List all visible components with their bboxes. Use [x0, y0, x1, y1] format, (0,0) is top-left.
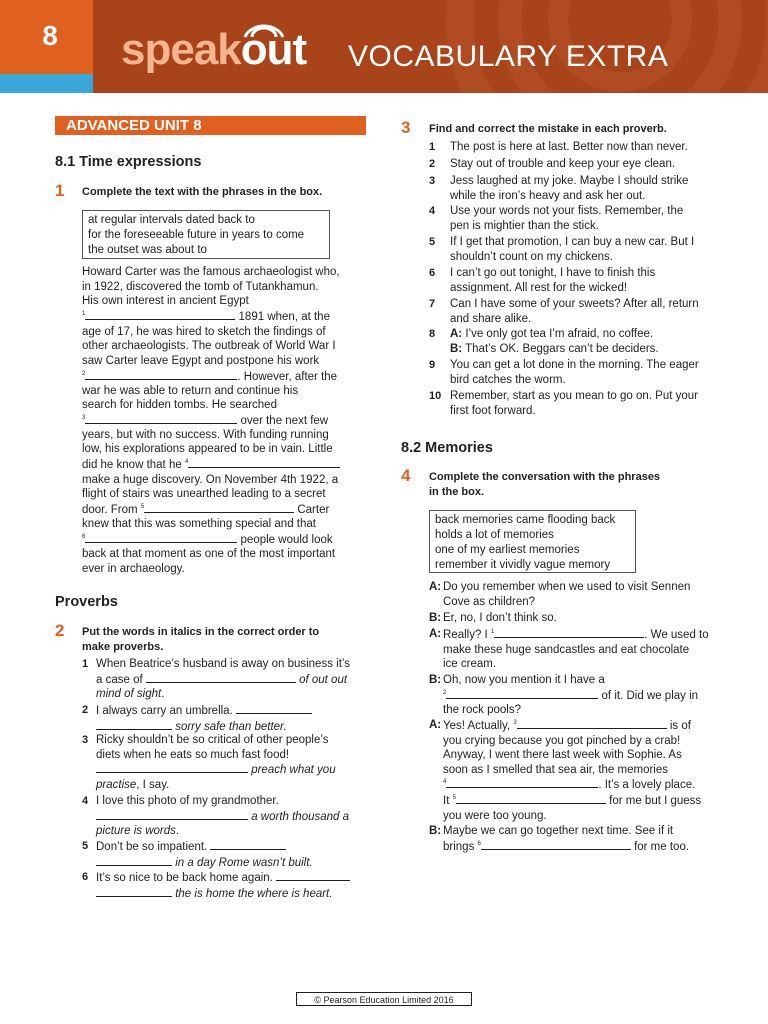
item-text [450, 389, 698, 418]
page-header [0, 0, 768, 93]
text-fragment: Really? I [443, 629, 491, 641]
text-fragment: . It’s a lovely place. [598, 779, 696, 792]
text-line [96, 672, 350, 688]
item-text [96, 733, 336, 792]
italic-words: picture is words [96, 825, 176, 838]
text-line: diets when he eats so much fast food! [96, 748, 290, 761]
unit-number: 8 [42, 20, 58, 51]
text-line: Oh, now you mention it I have a [443, 674, 605, 686]
exercise-2-number: 2 [55, 621, 65, 640]
instruction-line: make proverbs. [82, 640, 164, 653]
text-line: knew that this was something special and that [82, 518, 316, 531]
text-fragment: . However, after the [237, 370, 338, 383]
unit-banner: ADVANCED UNIT 8 [55, 116, 366, 135]
text-line: His own interest in ancient Egypt [82, 295, 249, 308]
text-line: other archaeologists. The outbreak of World War I [82, 340, 336, 353]
text-line [96, 687, 350, 702]
text-fragment: people would look [237, 533, 333, 546]
item-text [96, 794, 349, 839]
answer-blank[interactable] [96, 809, 248, 820]
text-fragment: It [443, 794, 453, 807]
text-line: flight of stairs was unearthed leading to a secret [82, 488, 326, 501]
word-box-line: one of my earliest memories [435, 544, 580, 556]
instruction-line: Complete the conversation with the phrases [429, 471, 661, 483]
item-number: 9 [429, 359, 436, 371]
text-fragment: is of [666, 720, 691, 732]
text-line: Er, no, I don’t think so. [443, 612, 557, 624]
text-line: I can’t go out tonight, I have to finish this [450, 267, 656, 279]
italic-words: in a day Rome wasn’t built. [175, 856, 313, 869]
text-line: ever in archaeology. [82, 562, 185, 575]
text-line [82, 457, 372, 473]
text-line [96, 870, 350, 886]
text-line: If I get that promotion, I can buy a new car. But I [450, 236, 695, 248]
text-line: war he was able to return and continue his [82, 384, 299, 397]
instruction-line: in the box. [429, 485, 484, 498]
text-line: $^4$ . It’s a lovely place. [443, 779, 696, 792]
answer-blank[interactable] [494, 627, 644, 638]
word-box-line: the outset was about to [88, 244, 207, 256]
exercise-2-instruction [82, 625, 319, 654]
speaker-label: B: [429, 612, 442, 624]
item-number: 6 [429, 267, 436, 279]
answer-blank[interactable] [85, 309, 235, 320]
blue-strip [0, 74, 93, 93]
turn-text [443, 673, 733, 718]
exercise-3-number: 3 [401, 118, 411, 137]
text-line: Do you remember when we used to visit Sennen [443, 581, 691, 593]
section-heading-8-1: 8.1 Time expressions [55, 154, 202, 170]
text-line [96, 855, 313, 871]
copyright-footer: © Pearson Education Limited 2016 [296, 992, 472, 1006]
dialogue-turn [429, 627, 729, 672]
text-line: search for hidden tombs. He searched [82, 399, 277, 412]
text-fragment: That’s OK. Beggars can’t be deciders. [465, 342, 659, 355]
text-line: brings $^6$ for me too. [443, 840, 690, 853]
text-line: Ricky shouldn’t be so critical of other people’s [96, 734, 329, 746]
text-fragment: over the next few [237, 414, 329, 427]
answer-blank[interactable] [276, 870, 350, 881]
exercise-4-number: 4 [401, 466, 411, 485]
item-text [450, 174, 688, 203]
dialogue-turn [429, 673, 729, 718]
gap-number: 1 [82, 310, 86, 317]
item-text [96, 703, 312, 734]
answer-blank[interactable] [456, 793, 606, 804]
item-number: 10 [429, 390, 442, 402]
italic-words: preach what you [251, 764, 336, 777]
text-line [96, 824, 349, 839]
item-text [450, 140, 688, 155]
item-number: 8 [429, 328, 436, 340]
item-number: 5 [429, 236, 436, 248]
text-line [450, 327, 659, 342]
italic-words: mind of sight [96, 688, 162, 701]
text-fragment: . [161, 688, 165, 701]
answer-blank[interactable] [96, 855, 172, 866]
word-box-line: at regular intervals dated back to [88, 214, 255, 226]
page-title: VOCABULARY EXTRA [348, 40, 669, 73]
text-line [96, 703, 312, 719]
text-fragment: I always carry an umbrella. [96, 705, 236, 717]
text-line: first foot forward. [450, 404, 536, 417]
answer-blank[interactable] [85, 369, 237, 380]
text-fragment: 1891 when, at the [235, 310, 330, 323]
instruction-line: Put the words in italics in the correct order to [82, 626, 320, 638]
text-line: ice cream. [443, 658, 497, 671]
text-line: shouldn’t count on my chickens. [450, 250, 614, 263]
item-text [450, 297, 699, 326]
word-box-line: holds a lot of memories [435, 529, 554, 541]
text-line [96, 762, 336, 778]
answer-blank[interactable] [446, 777, 598, 788]
text-line [82, 369, 372, 384]
text-line: while the iron’s heavy and ask her out. [450, 189, 646, 202]
exercise-4-instruction [429, 470, 660, 499]
answer-blank[interactable] [96, 886, 172, 897]
exercise-3-instruction: Find and correct the mistake in each proverb. [429, 123, 667, 135]
text-line: You can get a lot done in the morning. The eager [450, 359, 699, 371]
dialogue-turn [429, 718, 729, 823]
section-heading-8-2: 8.2 Memories [401, 440, 493, 456]
text-line: low, his explorations appeared to be in vain. Little [82, 443, 333, 456]
text-line: pen is mightier than the stick. [450, 219, 599, 232]
word-box-line: back memories came flooding back [435, 514, 616, 526]
item-text [450, 204, 683, 233]
text-fragment: It’s so nice to be back home again. [96, 872, 277, 884]
text-line: The post is here at last. Better now than never. [450, 141, 688, 153]
answer-blank[interactable] [210, 839, 286, 850]
text-line: years, but with no success. With funding running [82, 428, 329, 441]
answer-blank[interactable] [85, 532, 237, 543]
dialogue-turn [429, 824, 729, 854]
word-box-line: for the foreseeable future in years to come [88, 229, 305, 241]
item-text [450, 157, 675, 172]
answer-blank[interactable] [85, 413, 237, 424]
speech-arc-icon [239, 17, 289, 39]
text-line: Jess laughed at my joke. Maybe I should strike [450, 175, 689, 187]
text-line: bird catches the worm. [450, 373, 566, 386]
dialogue-turn [429, 611, 729, 627]
item-number: 6 [82, 871, 89, 883]
text-fragment: brings [443, 840, 478, 853]
text-line: age of 17, he was hired to sketch the findings of [82, 325, 326, 338]
text-line [96, 809, 349, 825]
text-line [82, 502, 372, 518]
speaker-label: A: [450, 328, 463, 340]
answer-blank[interactable] [144, 502, 294, 513]
text-line: Can I have some of your sweets? After all, return [450, 298, 699, 310]
answer-blank[interactable] [146, 672, 296, 683]
item-number: 3 [82, 734, 89, 746]
text-line [96, 839, 313, 855]
speakout-logo: speakout [121, 25, 306, 85]
item-text [450, 358, 699, 387]
text-fragment: of it. Did we play in [598, 689, 699, 702]
answer-blank[interactable] [446, 688, 598, 699]
speaker-label: A: [429, 719, 442, 731]
turn-text [443, 824, 733, 854]
text-fragment: for me too. [630, 840, 690, 853]
text-line: back at that moment as one of the most important [82, 547, 336, 560]
item-text [96, 839, 313, 870]
turn-text [443, 580, 733, 609]
item-number: 5 [82, 840, 89, 852]
text-line: It $^5$ for me but I guess [443, 794, 702, 807]
text-line [96, 886, 350, 902]
text-fragment: , I say. [136, 778, 170, 791]
text-line: soon as I smelled that sea air, the memories [443, 763, 668, 776]
text-line [450, 342, 659, 357]
item-number: 4 [429, 205, 436, 217]
turn-text [443, 718, 733, 823]
text-line [96, 719, 312, 735]
gap-number: 3 [82, 414, 86, 421]
text-line [82, 309, 372, 325]
text-line [82, 413, 372, 428]
text-line: in 1922, discovered the tomb of Tutankhamun. [82, 280, 319, 293]
item-text [96, 870, 350, 901]
text-fragment: Carter [294, 503, 330, 516]
speaker-label: B: [429, 825, 442, 837]
text-line: Stay out of trouble and keep your eye clean. [450, 158, 676, 170]
item-number: 1 [429, 141, 436, 153]
italic-words: practise [96, 778, 137, 791]
text-fragment: did he know that he [82, 458, 185, 471]
text-line: Use your words not your fists. Remember, the [450, 205, 684, 217]
exercise-1-instruction: Complete the text with the phrases in the box. [82, 186, 323, 198]
text-fragment: door. From [82, 503, 141, 516]
dialogue-turn [429, 580, 729, 609]
item-text [450, 266, 655, 295]
text-line: the rock pools? [443, 704, 521, 717]
gap-number: 4 [184, 459, 189, 466]
text-line: Maybe we can go together next time. See if it [443, 825, 674, 837]
answer-blank[interactable] [517, 718, 667, 729]
word-box-1 [82, 210, 330, 259]
item-number: 3 [429, 175, 436, 187]
gap-number: 6 [82, 534, 86, 541]
item-text [450, 235, 694, 264]
text-line: assignment. All rest for the wicked! [450, 281, 628, 294]
item-number: 7 [429, 298, 436, 310]
text-fragment: . We used to [644, 629, 709, 641]
italic-words: of out out [299, 673, 348, 686]
text-line: Howard Carter was the famous archaeologist who, [82, 266, 340, 278]
text-fragment: Yes! Actually, [443, 720, 514, 732]
text-line: make these huge sandcastles and eat chocolate [443, 643, 690, 656]
text-line: Cove as children? [443, 595, 536, 608]
item-number: 2 [429, 158, 436, 170]
text-line: Anyway, I went there last week with Sophie. As [443, 749, 682, 762]
item-number: 1 [82, 658, 89, 670]
text-line [96, 778, 336, 793]
item-text [96, 657, 350, 702]
text-line: Really? I $^1$ . We used to [443, 629, 709, 641]
speaker-label: A: [429, 581, 442, 593]
section-heading-proverbs: Proverbs [55, 594, 118, 610]
text-fragment: a case of [96, 673, 146, 686]
word-box-line: remember it vividly vague memory [435, 559, 611, 571]
text-fragment: I’ve only got tea I’m afraid, no coffee. [465, 328, 654, 340]
text-line: and share alike. [450, 312, 532, 325]
text-line: When Beatrice’s husband is away on business it’s [96, 658, 350, 670]
italic-words: sorry safe than better. [175, 720, 287, 733]
text-line: make a huge discovery. On November 4th 1922, a [82, 473, 339, 486]
text-fragment: Don’t be so impatient. [96, 841, 211, 853]
text-line [82, 532, 372, 547]
item-number: 2 [82, 704, 89, 716]
answer-blank[interactable] [96, 719, 172, 730]
answer-blank[interactable] [188, 457, 340, 468]
text-line: you crying because you got pinched by a crab! [443, 734, 681, 747]
text-line: Yes! Actually, $^3$ is of [443, 720, 691, 732]
speaker-label: B: [429, 674, 442, 686]
text-fragment: . [175, 825, 180, 838]
text-fragment: for me but I guess [605, 794, 702, 807]
turn-text [443, 627, 733, 672]
item-number: 4 [82, 795, 89, 807]
answer-blank[interactable] [96, 762, 248, 773]
answer-blank[interactable] [481, 839, 631, 850]
text-line: saw Carter leave Egypt and postpone his work [82, 354, 320, 367]
gap-number: 5 [140, 503, 145, 510]
italic-words: a worth thousand a [251, 810, 350, 823]
word-box-4 [429, 510, 636, 573]
exercise-1-number: 1 [55, 181, 65, 200]
speaker-label: A: [429, 628, 442, 640]
conversation [429, 580, 729, 854]
text-line: you were too young. [443, 809, 547, 822]
text-line: Remember, start as you mean to go on. Put your [450, 390, 699, 402]
speaker-label: B: [450, 342, 463, 355]
text-line: I love this photo of my grandmother. [96, 795, 279, 807]
answer-blank[interactable] [236, 703, 312, 714]
italic-words: the is home the where is heart. [175, 887, 333, 900]
gap-number: 2 [82, 370, 86, 377]
item-text [450, 327, 659, 356]
exercise-1-text [82, 265, 372, 576]
text-line: $^2$ of it. Did we play in [443, 689, 699, 702]
